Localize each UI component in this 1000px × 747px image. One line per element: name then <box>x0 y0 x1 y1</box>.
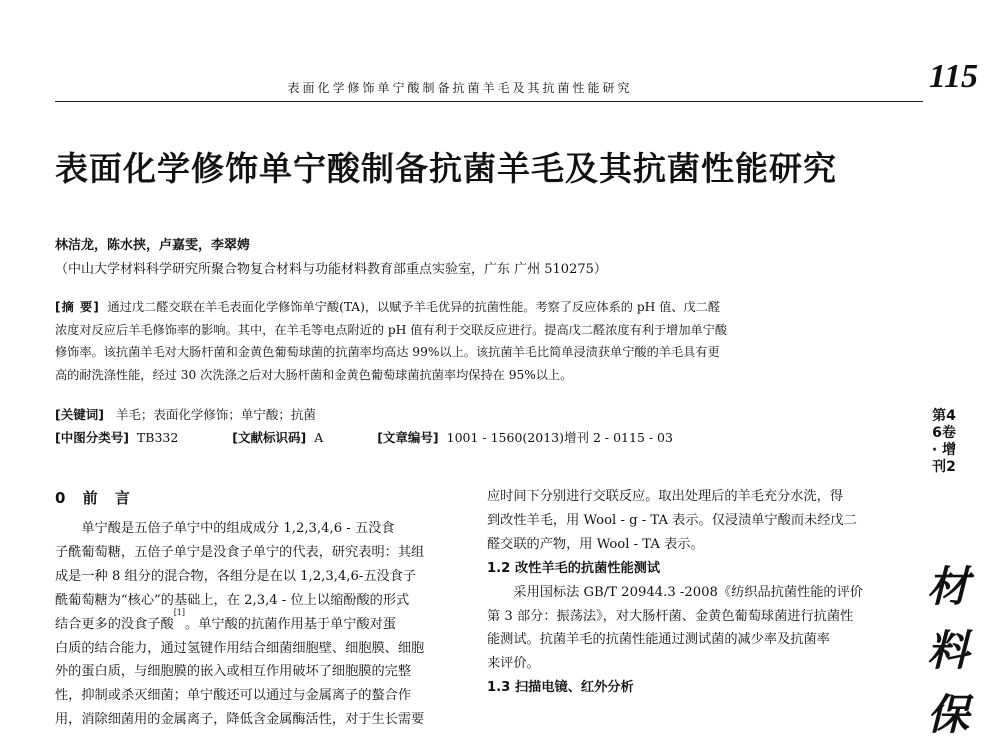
body-line: 白质的结合能力，通过氢键作用结合细菌细胞壁、细胞膜、细胞 <box>55 640 425 656</box>
section-heading-1-3: 1.3 扫描电镜、红外分析 <box>487 680 634 696</box>
doc-code-value: A <box>314 430 324 445</box>
running-header-title: 表面化学修饰单宁酸制备抗菌羊毛及其抗菌性能研究 <box>287 81 633 95</box>
body-text: 结合更多的没食子酸 <box>55 616 174 632</box>
body-line: 外的蛋白质，与细胞膜的嵌入或相互作用破坏了细胞膜的完整 <box>55 664 412 680</box>
body-line: 单宁酸是五倍子单宁中的组成成分 1,2,3,4,6 - 五没食 <box>81 521 395 536</box>
keywords-value: 羊毛；表面化学修饰；单宁酸；抗菌 <box>115 407 316 422</box>
body-line: 子酰葡萄糖，五倍子单宁是没食子单宁的代表，研究表明：其组 <box>55 544 425 560</box>
body-line: 醛交联的产物，用 Wool - TA 表示。 <box>487 536 704 552</box>
abstract-line: 修饰率。该抗菌羊毛对大肠杆菌和金黄色葡萄球菌的抗菌率均高达 99%以上。该抗菌羊毛比简单浸渍获单宁酸的羊毛具有更 <box>55 345 720 359</box>
section-heading-introduction: 0 前 言 <box>55 489 136 507</box>
body-column-left <box>55 485 463 732</box>
body-column-right <box>487 485 895 700</box>
article-number-label: [文章编号] <box>377 430 439 445</box>
abstract-line: 高的耐洗涤性能，经过 30 次洗涤之后对大肠杆菌和金黄色葡萄球菌抗菌率均保持在 95%以上。 <box>55 367 573 382</box>
section-heading-1-2: 1.2 改性羊毛的抗菌性能测试 <box>487 560 661 576</box>
abstract-line: 浓度对反应后羊毛修饰率的影响。其中，在羊毛等电点附近的 pH 值有利于交联反应进行。提高戊二醛浓度有利于增加单宁酸 <box>55 322 728 337</box>
body-line: 第 3 部分：振荡法》，对大肠杆菌、金黄色葡萄球菌进行抗菌性 <box>487 608 854 624</box>
header-rule <box>55 101 923 102</box>
body-line: 应时间下分别进行交联反应。取出处理后的羊毛充分水洗，得 <box>487 489 844 504</box>
doc-code-label: [文献标识码] <box>232 430 307 445</box>
abstract-text: 通过戊二醛交联在羊毛表面化学修饰单宁酸(TA)，以赋予羊毛优异的抗菌性能。考察了反应体系的 pH 值、戊二醛 <box>107 300 721 314</box>
author-list: 林洁龙，陈水挟，卢嘉雯，李翠娉 <box>55 238 251 253</box>
body-line: 采用国标法 GB/T 20944.3 -2008《纺织品抗菌性能的评价 <box>513 584 863 600</box>
classification-row <box>55 428 855 446</box>
keywords-row <box>55 405 316 423</box>
article-title: 表面化学修饰单宁酸制备抗菌羊毛及其抗菌性能研究 <box>55 149 837 188</box>
body-line <box>55 607 463 637</box>
abstract-label: [摘 要] <box>55 300 100 314</box>
keywords-label: [关键词] <box>55 407 104 422</box>
article-number-value: 1001 - 1560(2013)增刊 2 - 0115 - 03 <box>446 430 673 445</box>
body-text: 。单宁酸的抗菌作用基于单宁酸对蛋 <box>185 616 397 632</box>
body-line: 成是一种 8 组分的混合物，各组分是在以 1,2,3,4,6-五没食子 <box>55 568 417 584</box>
body-line: 用，消除细菌用的金属离子，降低含金属酶活性，对于生长需要 <box>55 712 425 728</box>
clc-label: [中图分类号] <box>55 430 129 445</box>
body-line: 来评价。 <box>487 656 540 672</box>
affiliation: （中山大学材料科学研究所聚合物复合材料与功能材料教育部重点实验室，广东 广州 510275） <box>55 262 607 277</box>
body-line: 性，抑制或杀灭细菌；单宁酸还可以通过与金属离子的螯合作 <box>55 688 412 704</box>
clc-value: TB332 <box>136 430 179 445</box>
citation-ref[interactable]: [1] <box>173 607 186 617</box>
abstract-line <box>55 296 910 319</box>
body-line: 能测试。抗菌羊毛的抗菌性能通过测试菌的减少率及抗菌率 <box>487 632 830 648</box>
body-line: 酰葡萄糖为“核心”的基础上，在 2,3,4 - 位上以缩酚酸的形式 <box>55 592 410 608</box>
volume-sidebar: 第46卷 · 增刊2 <box>931 408 957 475</box>
abstract <box>55 296 910 386</box>
body-line: 到改性羊毛，用 Wool - g - TA 表示。仅浸渍单宁酸而未经戊二 <box>487 512 857 528</box>
page-number: 115 <box>928 58 978 95</box>
journal-name-sidebar: 材料保 <box>926 562 969 739</box>
